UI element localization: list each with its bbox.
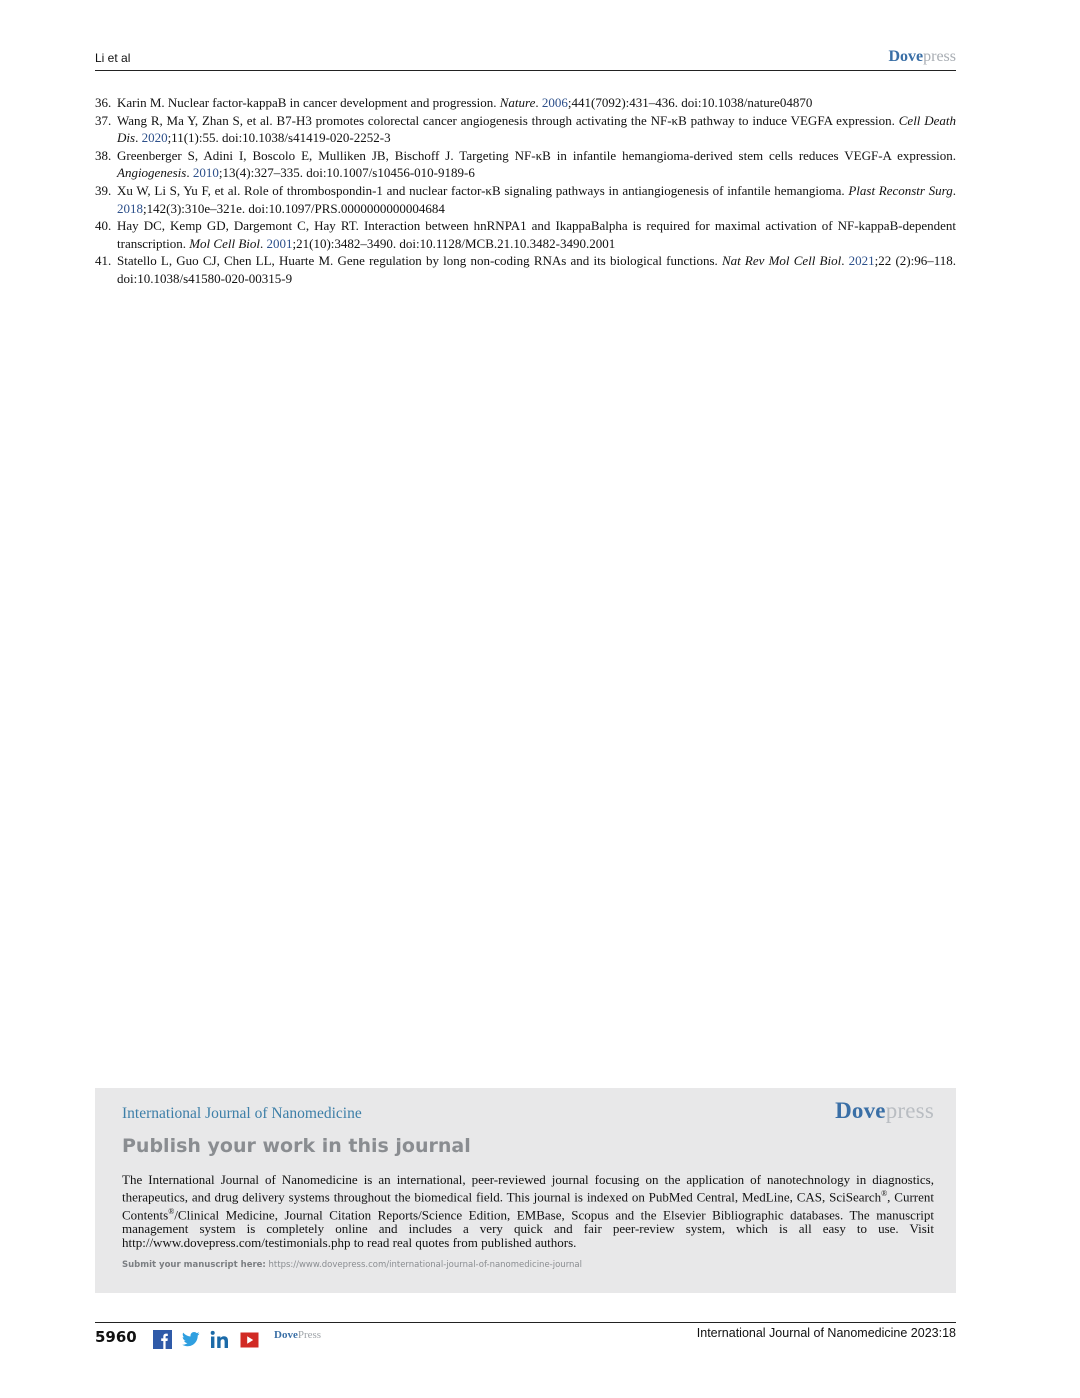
- description-segment: , Current Contents: [122, 1189, 934, 1223]
- youtube-icon[interactable]: [240, 1330, 259, 1349]
- journal-title: Cell Death Dis: [117, 112, 956, 146]
- registered-mark: ®: [881, 1189, 888, 1199]
- reference-segment: Statello L, Guo CJ, Chen LL, Huarte M. Gene regulation by long non-coding RNAs and its biological functions.: [117, 253, 722, 269]
- reference-text: [117, 253, 956, 286]
- submit-url-link[interactable]: https://www.dovepress.com/international-journal-of-nanomedicine-journal: [268, 1260, 582, 1270]
- twitter-icon[interactable]: [181, 1330, 200, 1349]
- reference-number: 36.: [95, 95, 112, 110]
- reference-segment: .: [952, 182, 956, 198]
- journal-title: Nat Rev Mol Cell Biol: [721, 253, 842, 269]
- dovepress-box-logo[interactable]: [835, 1098, 934, 1124]
- reference-segment: .: [535, 95, 542, 110]
- reference-text: [117, 183, 956, 216]
- reference-text: [117, 113, 956, 146]
- logo-press-text: press: [923, 48, 956, 65]
- year-link[interactable]: 2018: [117, 200, 143, 216]
- reference-segment: Hay DC, Kemp GD, Dargemont C, Hay RT. Interaction between hnRNPA1 and IkappaBalpha is required for maximal activation of NF-kappaB-dependent transcription.: [117, 218, 956, 251]
- journal-description: [122, 1173, 934, 1251]
- reference-text: [117, 95, 812, 110]
- reference-segment: ;21(10):3482–3490. doi:10.1128/MCB.21.10.3482-3490.2001: [292, 235, 616, 251]
- reference-segment: Wang R, Ma Y, Zhan S, et al. B7-H3 promotes colorectal cancer angiogenesis through activating the NF-κB pathway to induce VEGFA expression.: [117, 112, 899, 128]
- year-link[interactable]: 2020: [141, 130, 168, 146]
- reference-number: 41.: [95, 253, 112, 269]
- reference-item: [95, 217, 956, 252]
- year-link[interactable]: 2006: [541, 95, 568, 110]
- reference-item: [95, 94, 956, 112]
- footer-logo-dove-text: Dove: [274, 1329, 298, 1341]
- year-link[interactable]: 2001: [266, 235, 293, 251]
- year-link[interactable]: 2021: [848, 253, 875, 269]
- description-segment: The International Journal of Nanomedicine is an international, peer-reviewed journal focusing on the application of nanotechnology in diagnostics, therapeutics, and drug delivery systems throughout the biomedical field. This journal is indexed on PubMed Central, MedLine, CAS, SciSearch: [122, 1172, 934, 1205]
- linkedin-icon[interactable]: [210, 1330, 229, 1349]
- reference-segment: .: [186, 165, 193, 181]
- dovepress-logo[interactable]: [888, 48, 956, 66]
- facebook-icon[interactable]: [153, 1330, 172, 1349]
- reference-segment: ;11(1):55. doi:10.1038/s41419-020-2252-3: [167, 130, 391, 146]
- running-head-authors: Li et al: [95, 51, 131, 65]
- footer-logo-press-text: Press: [297, 1329, 322, 1341]
- reference-segment: .: [841, 253, 849, 269]
- reference-segment: Xu W, Li S, Yu F, et al. Role of thrombospondin-1 and nuclear factor-κB signaling pathways in antiangiogenesis of infantile hemangioma.: [117, 182, 849, 198]
- registered-mark: ®: [168, 1206, 175, 1216]
- journal-promo-box: [95, 1088, 956, 1293]
- submit-label: Submit your manuscript here:: [122, 1260, 266, 1270]
- box-logo-dove-text: Dove: [835, 1098, 886, 1123]
- reference-item: [95, 182, 956, 217]
- year-link[interactable]: 2010: [192, 165, 219, 181]
- reference-item: [95, 252, 956, 287]
- reference-segment: .: [135, 130, 142, 146]
- reference-number: 40.: [95, 218, 112, 234]
- dovepress-footer-logo[interactable]: [274, 1329, 321, 1341]
- journal-title: Angiogenesis: [117, 165, 187, 181]
- reference-number: 38.: [95, 147, 112, 163]
- journal-title: Nature: [499, 95, 536, 110]
- reference-segment: ;142(3):310e–321e. doi:10.1097/PRS.0000000000004684: [143, 200, 445, 216]
- reference-text: [117, 218, 956, 251]
- reference-segment: ;441(7092):431–436. doi:10.1038/nature04870: [567, 95, 813, 110]
- reference-item: [95, 112, 956, 147]
- logo-dove-text: Dove: [888, 48, 924, 65]
- reference-text: [117, 148, 956, 181]
- submit-manuscript-line: [122, 1260, 582, 1270]
- running-header: [95, 48, 956, 71]
- reference-segment: ;22 (2):96–118. doi:10.1038/s41580-020-00315-9: [117, 253, 956, 286]
- box-logo-press-text: press: [885, 1098, 934, 1123]
- reference-segment: ;13(4):327–335. doi:10.1007/s10456-010-9189-6: [218, 165, 475, 181]
- reference-item: [95, 147, 956, 182]
- reference-number: 37.: [95, 112, 112, 128]
- journal-name[interactable]: International Journal of Nanomedicine: [122, 1105, 362, 1122]
- reference-segment: Karin M. Nuclear factor-kappaB in cancer development and progression.: [117, 95, 500, 110]
- journal-title: Plast Reconstr Surg: [848, 182, 953, 198]
- footer-rule: [95, 1322, 956, 1323]
- journal-title: Mol Cell Biol: [189, 235, 260, 251]
- reference-list: [95, 94, 956, 288]
- page-number: 5960: [95, 1328, 137, 1346]
- reference-segment: .: [260, 235, 267, 251]
- reference-number: 39.: [95, 182, 112, 198]
- reference-segment: Greenberger S, Adini I, Boscolo E, Mulliken JB, Bischoff J. Targeting NF-κB in infantile hemangioma-derived stem cells reduces VEGF-A expression.: [117, 147, 956, 163]
- journal-citation: International Journal of Nanomedicine 2023:18: [696, 1326, 956, 1340]
- description-segment: /Clinical Medicine, Journal Citation Reports/Science Edition, EMBase, Scopus and the Elsevier Bibliographic databases. The manuscript management system is completely online and includes a very quick and fair peer-review system, which is all easy to use. Visit http://www.dovepress.com/testimonials.php to read real quotes from published authors.: [122, 1207, 934, 1251]
- publish-heading: Publish your work in this journal: [122, 1135, 471, 1157]
